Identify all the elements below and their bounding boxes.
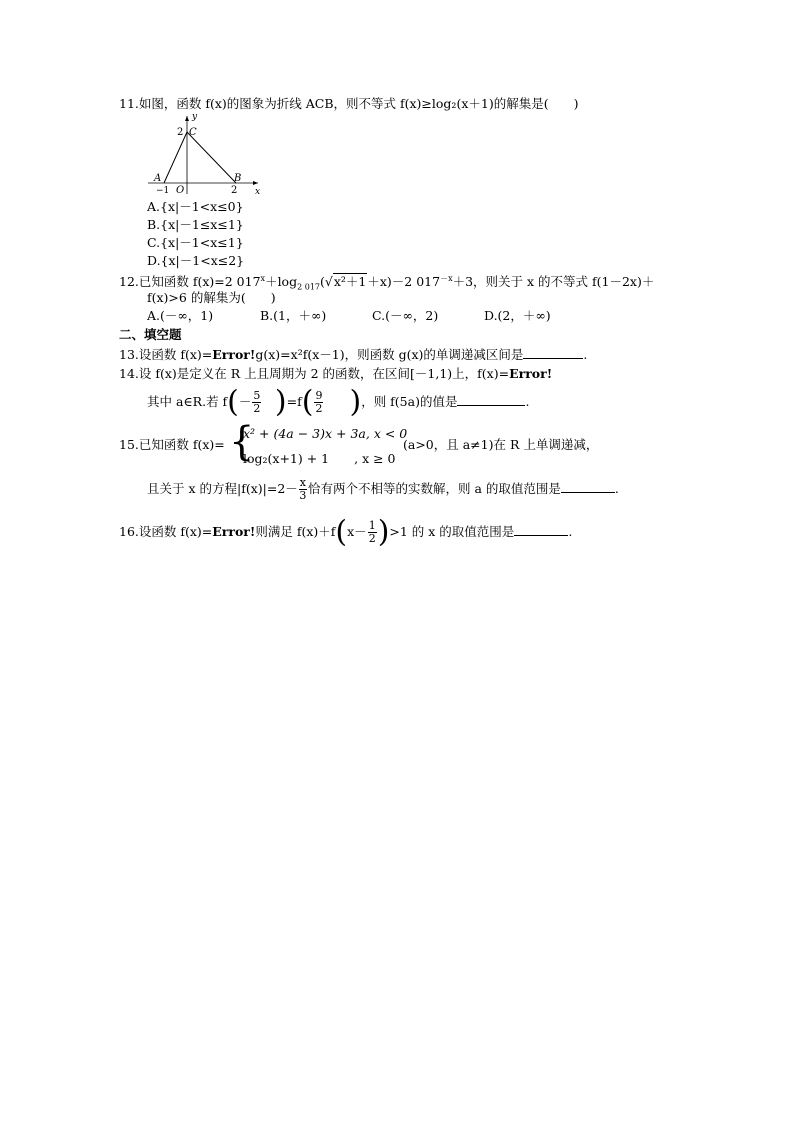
q12-option-b: B.(1，＋∞) bbox=[260, 308, 327, 323]
q12-option-a: A.(－∞，1) bbox=[147, 308, 214, 323]
q13-line bbox=[119, 346, 587, 363]
q14-frac1: $\frac{5}{2}$ bbox=[253, 389, 261, 415]
q12-sup1: x bbox=[260, 274, 266, 283]
q14-text-d: ，则 f(5a)的值是 bbox=[361, 394, 458, 409]
point-c-label: C bbox=[189, 127, 197, 138]
q16-inner: x－ bbox=[347, 524, 367, 539]
q12-sup2: －x bbox=[440, 274, 453, 283]
y-axis-arrow bbox=[185, 116, 189, 121]
section-heading: 二、填空题 bbox=[119, 327, 182, 342]
q11-option-b: B.{x|－1≤x≤1} bbox=[147, 217, 244, 232]
q16-error: Error! bbox=[212, 524, 256, 539]
q15-case2: log₂(x+1) + 1 , x ≥ 0 bbox=[243, 451, 396, 466]
q14-minus: － bbox=[238, 394, 252, 409]
q14-error: Error! bbox=[509, 366, 553, 381]
q14-line1 bbox=[119, 366, 552, 382]
q12-text-b: ＋log bbox=[265, 274, 298, 290]
q15-answer-blank[interactable] bbox=[561, 480, 615, 493]
q13-end: . bbox=[583, 347, 588, 362]
x-axis-label: x bbox=[255, 187, 261, 196]
q13-answer-blank[interactable] bbox=[523, 346, 583, 359]
q12-option-c: C.(－∞，2) bbox=[372, 308, 439, 323]
q14-text-a: 14.设 f(x)是定义在 R 上且周期为 2 的函数，在区间[－1,1)上，f(x)= bbox=[119, 366, 510, 381]
a-value-label: −1 bbox=[156, 186, 170, 196]
q14-frac2: $\frac{9}{2}$ bbox=[315, 389, 323, 415]
q15-text-b: 恰有两个不相等的实数解，则 a 的取值范围是 bbox=[308, 481, 561, 496]
q16-text-c: >1 的 x 的取值范围是 bbox=[389, 524, 515, 539]
q15-text-a: 且关于 x 的方程|f(x)|=2－ bbox=[147, 481, 298, 496]
q15-frac: $\frac{x}{3}$ bbox=[299, 476, 307, 502]
q12-line2: f(x)>6 的解集为( ) bbox=[147, 290, 276, 305]
q15-case1: x² + (4a − 3)x + 3a, x < 0 bbox=[243, 426, 408, 441]
q15-condition: (a>0，且 a≠1)在 R 上单调递减， bbox=[403, 437, 599, 452]
q15-end: . bbox=[614, 481, 619, 496]
q12-text-c: ＋x)－2 017 bbox=[367, 274, 441, 290]
point-b-label: B bbox=[234, 173, 242, 184]
q12-sub1: 2 017 bbox=[297, 282, 320, 292]
y-axis-label: y bbox=[192, 112, 198, 122]
q16-text-a: 16.设函数 f(x)= bbox=[119, 524, 213, 539]
q11-stem: 11.如图，函数 f(x)的图象为折线 ACB，则不等式 f(x)≥log₂(x＋1)的解集是( ) bbox=[119, 96, 579, 111]
q12-option-d: D.(2，＋∞) bbox=[484, 308, 551, 323]
q12-sqrt: x²＋1 bbox=[333, 274, 367, 290]
polyline-acb bbox=[164, 132, 236, 183]
q12-text-d: ＋3，则关于 x 的不等式 f(1－2x)＋ bbox=[452, 274, 655, 290]
q14-line2: 其中 a∈R.若 f(－ $\frac{5}{2}$ )=f( $\frac{9}{2}$ )，则 f(5a)的值是 . bbox=[147, 384, 530, 420]
c-value-label: 2 bbox=[177, 127, 184, 138]
q16-frac: $\frac{1}{2}$ bbox=[368, 519, 376, 545]
q14-answer-blank[interactable] bbox=[457, 393, 525, 406]
origin-label: O bbox=[176, 185, 185, 196]
q11-option-c: C.{x|－1<x≤1} bbox=[147, 235, 244, 250]
q16-text-b: 则满足 f(x)＋f bbox=[255, 524, 336, 539]
q11-option-a: A.{x|－1<x≤0} bbox=[147, 199, 244, 214]
b-value-label: 2 bbox=[231, 185, 238, 196]
q16-end: . bbox=[568, 524, 573, 539]
x-axis-arrow bbox=[253, 181, 258, 185]
q14-text-b: 其中 a∈R.若 f bbox=[147, 394, 228, 409]
q15-line2 bbox=[147, 474, 619, 504]
q16-answer-blank[interactable] bbox=[514, 523, 568, 536]
q11-graph bbox=[140, 110, 265, 196]
q13-text-a: 13.设函数 f(x)= bbox=[119, 347, 213, 362]
q15-brace: { bbox=[229, 419, 255, 465]
q12-text-a: 12.已知函数 f(x)=2 017 bbox=[119, 274, 261, 290]
q13-error: Error! bbox=[212, 347, 256, 362]
q12-line1: 12.已知函数 f(x)=2 $017^x+\log_{2 017}(√x^2+1+x)-2$ $017^{-x}+3$，则关于 x 的不等式 f(1－2x)＋ bbox=[119, 274, 655, 292]
q11-option-d: D.{x|－1<x≤2} bbox=[147, 253, 245, 268]
q14-text-c: =f bbox=[286, 394, 302, 409]
q14-end: . bbox=[525, 394, 530, 409]
q15-lead: 15.已知函数 f(x)= bbox=[119, 437, 225, 452]
q13-text-b: g(x)=x²f(x－1)，则函数 g(x)的单调递减区间是 bbox=[255, 347, 524, 362]
q16-line: 16.设函数 f(x)=Error!则满足 f(x)＋f(x－ $\frac{1}{2}$ )>1 的 x 的取值范围是 . bbox=[119, 514, 573, 550]
point-a-label: A bbox=[154, 173, 162, 184]
